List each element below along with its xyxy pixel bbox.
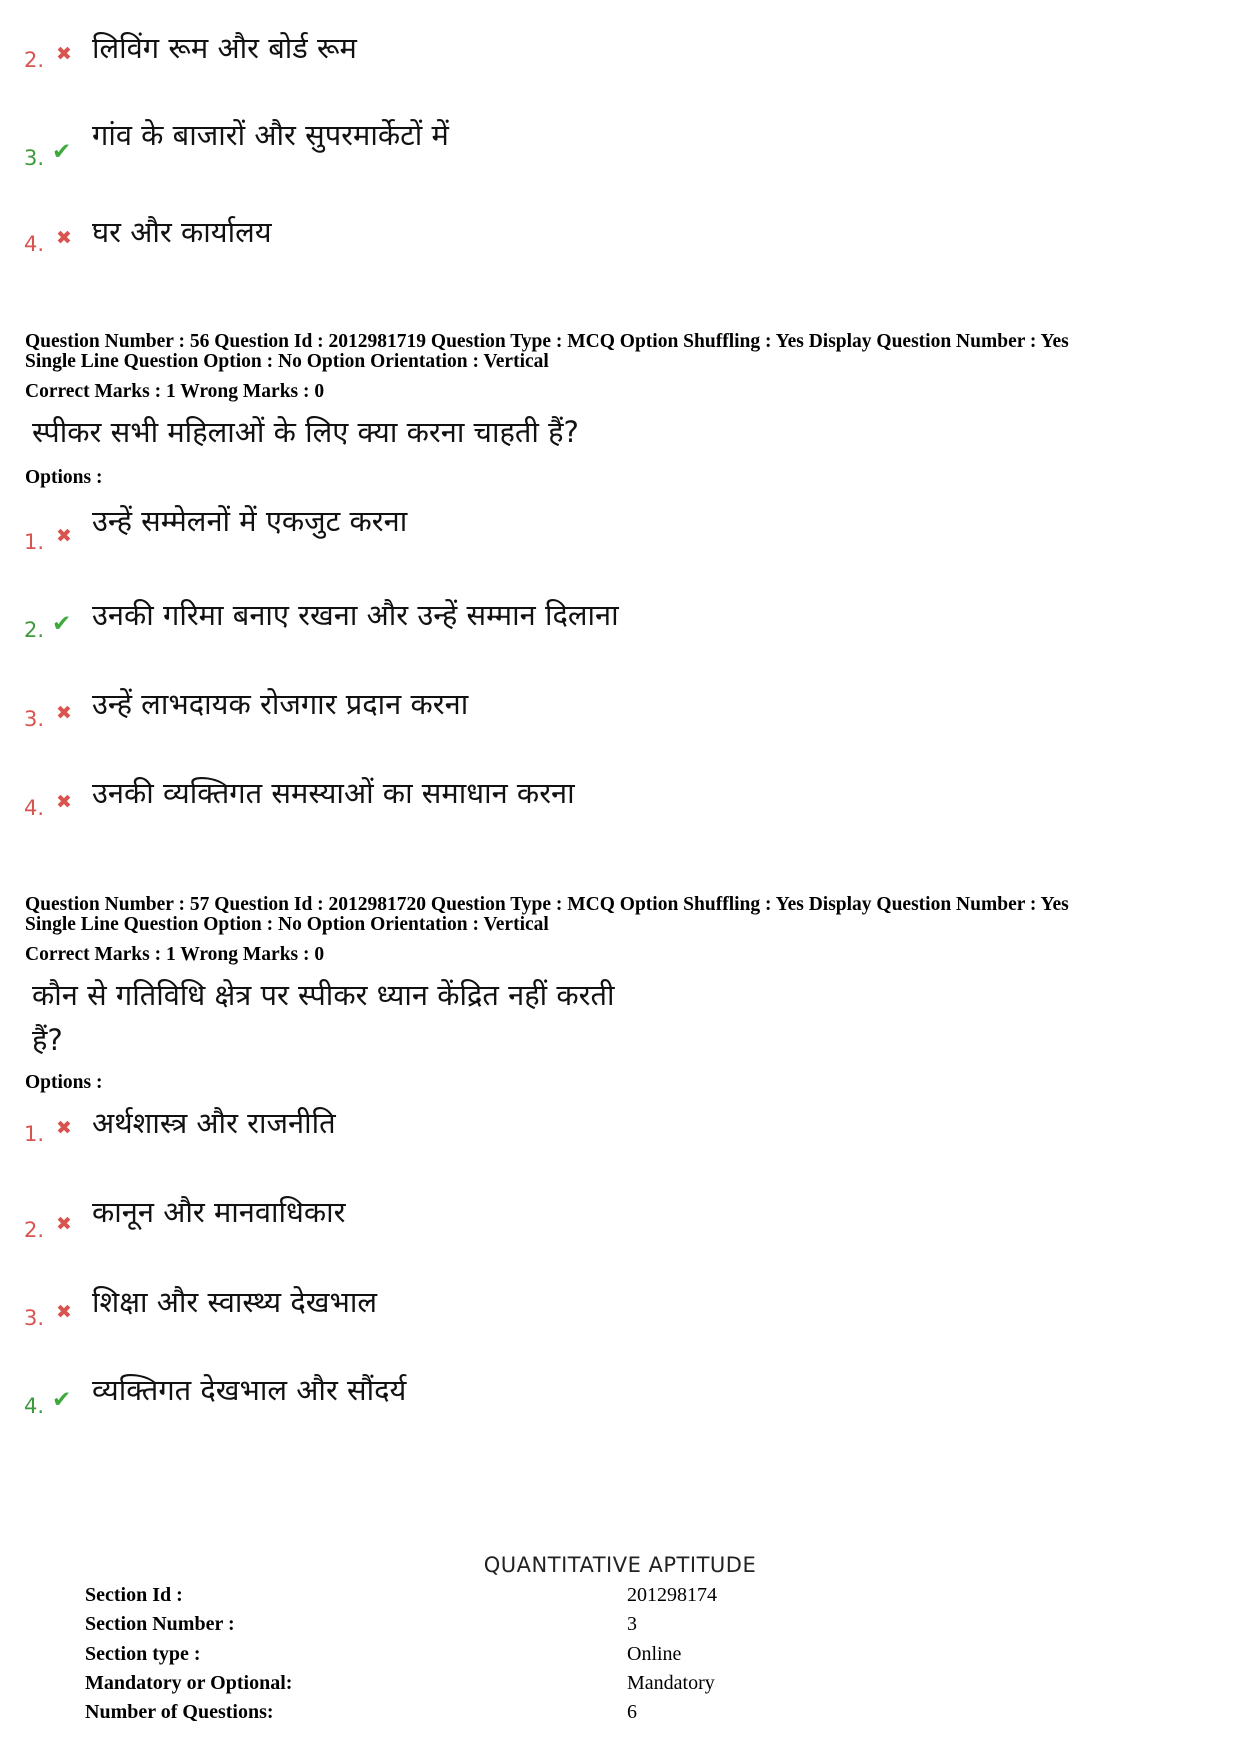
section-id-label: Section Id : <box>85 1584 183 1606</box>
options-label: Options : <box>25 467 103 488</box>
option-text: गांव के बाजारों और सुपरमार्केटों में <box>92 118 449 152</box>
option-text: व्यक्तिगत देखभाल और सौंदर्य <box>92 1373 407 1407</box>
check-icon: ✔ <box>52 139 72 165</box>
question-text: स्पीकर सभी महिलाओं के लिए क्या करना चाहती हैं? <box>32 415 579 449</box>
option-number: 2. <box>24 48 45 72</box>
option-text: उन्हें लाभदायक रोजगार प्रदान करना <box>92 687 469 721</box>
cross-icon: ✖ <box>56 702 72 724</box>
question-text: कौन से गतिविधि क्षेत्र पर स्पीकर ध्यान केंद्रित नहीं करती <box>32 978 615 1012</box>
option-number: 2. <box>24 1218 45 1242</box>
section-type-label: Section type : <box>85 1643 201 1665</box>
cross-icon: ✖ <box>56 227 72 249</box>
question-meta-line2: Single Line Question Option : No Option Orientation : Vertical <box>25 914 549 935</box>
cross-icon: ✖ <box>56 1213 72 1235</box>
check-icon: ✔ <box>52 1387 72 1413</box>
question-marks: Correct Marks : 1 Wrong Marks : 0 <box>25 381 325 402</box>
options-label: Options : <box>25 1072 103 1093</box>
option-text: उन्हें सम्मेलनों में एकजुट करना <box>92 504 408 538</box>
cross-icon: ✖ <box>56 525 72 547</box>
cross-icon: ✖ <box>56 791 72 813</box>
cross-icon: ✖ <box>56 1301 72 1323</box>
option-text: उनकी गरिमा बनाए रखना और उन्हें सम्मान दिलाना <box>92 598 619 632</box>
question-count-label: Number of Questions: <box>85 1701 274 1723</box>
option-number: 1. <box>24 530 45 554</box>
question-meta: Question Number : 56 Question Id : 2012981719 Question Type : MCQ Option Shuffling : Yes Display Question Number : Yes <box>25 331 1069 352</box>
cross-icon: ✖ <box>56 1117 72 1139</box>
question-marks: Correct Marks : 1 Wrong Marks : 0 <box>25 944 325 965</box>
section-id-value: 201298174 <box>627 1584 717 1606</box>
section-type-value: Online <box>627 1643 682 1665</box>
option-number: 4. <box>24 796 45 820</box>
option-text: अर्थशास्त्र और राजनीति <box>92 1106 336 1140</box>
option-number: 3. <box>24 146 45 170</box>
question-meta: Question Number : 57 Question Id : 2012981720 Question Type : MCQ Option Shuffling : Yes Display Question Number : Yes <box>25 894 1069 915</box>
option-text: उनकी व्यक्तिगत समस्याओं का समाधान करना <box>92 776 575 810</box>
cross-icon: ✖ <box>56 43 72 65</box>
option-number: 2. <box>24 618 45 642</box>
question-count-value: 6 <box>627 1701 637 1723</box>
option-number: 3. <box>24 707 45 731</box>
option-text: घर और कार्यालय <box>92 215 272 249</box>
option-number: 4. <box>24 1394 45 1418</box>
option-text: शिक्षा और स्वास्थ्य देखभाल <box>92 1285 378 1319</box>
question-meta-line2: Single Line Question Option : No Option Orientation : Vertical <box>25 351 549 372</box>
option-number: 3. <box>24 1306 45 1330</box>
option-number: 1. <box>24 1122 45 1146</box>
section-number-label: Section Number : <box>85 1613 235 1635</box>
question-text-line2: हैं? <box>32 1023 63 1057</box>
check-icon: ✔ <box>52 611 72 637</box>
option-text: कानून और मानवाधिकार <box>92 1195 346 1229</box>
option-number: 4. <box>24 232 45 256</box>
section-title: QUANTITATIVE APTITUDE <box>483 1553 757 1577</box>
mandatory-label: Mandatory or Optional: <box>85 1672 293 1694</box>
section-number-value: 3 <box>627 1613 637 1635</box>
mandatory-value: Mandatory <box>627 1672 715 1694</box>
option-text: लिविंग रूम और बोर्ड रूम <box>92 31 357 65</box>
